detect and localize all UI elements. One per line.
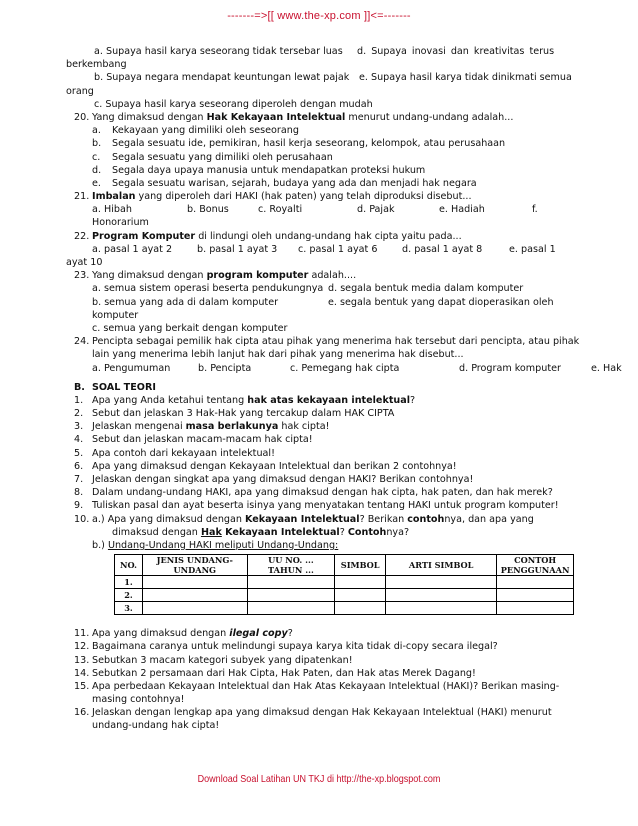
question-20: 20. Yang dimaksud dengan Hak Kekayaan Intelektual menurut undang-undang adalah... [74,111,514,123]
theory-question-6: 6. Apa yang dimaksud dengan Kekayaan Intelektual dan berikan 2 contohnya! [74,460,457,472]
q22-option-a: a. pasal 1 ayat 2 [92,243,173,255]
q24-option-c: c. Pemegang hak cipta [290,362,400,374]
q19-option-a: a. Supaya hasil karya seseorang tidak tersebar luas [94,46,343,57]
q19-option-e: e. Supaya hasil karya tidak dinikmati semua [359,72,572,84]
question-21: 21. Imbalan yang diperoleh dari HAKI (hak paten) yang telah diproduksi disebut... [74,191,472,203]
theory-question-14: 14. Sebutkan 2 persamaan dari Hak Cipta, Hak Paten, dan Hak atas Merek Dagang! [74,667,476,679]
theory-question-5: 5. Apa contoh dari kekayaan intelektual! [74,447,275,459]
theory-question-15: 15. Apa perbedaan Kekayaan Intelektual dan Hak Atas Kekayaan Intelektual (HAKI)? Berikan masing- [74,680,560,692]
q21-option-f-cont: Honorarium [92,217,149,229]
q23-option-e: e. segala bentuk yang dapat dioperasikan oleh [328,296,554,308]
q22-option-e: e. pasal 1 [509,243,556,255]
q24-options [74,362,622,375]
table-header-row [115,555,574,576]
q20-option: d. Segala daya upaya manusia untuk mendapatkan proteksi hukum [92,164,426,176]
q22-option-c: c. pasal 1 ayat 6 [298,243,378,255]
q24-option-d: d. Program komputer [459,362,561,374]
theory-question-9: 9. Tuliskan pasal dan ayat beserta isinya yang menyatakan tentang HAKI untuk program komputer! [74,500,559,512]
q19-option-row-1 [74,45,574,58]
table-header-uu: UU NO. ... TAHUN ... [247,555,335,576]
question-24: 24. Pencipta sebagai pemilik hak cipta atau pihak yang menerima hak tersebut dari pencipta, atau pihak [74,336,580,348]
theory-question-16-line-2: undang-undang hak cipta! [92,720,220,732]
q21-option-b: b. Bonus [187,204,229,216]
page-footer: Download Soal Latihan UN TKJ di http://the-xp.blogspot.com [197,773,441,785]
q24-option-e: e. Hak [591,362,622,374]
theory-question-4: 4. Sebut dan jelaskan macam-macam hak cipta! [74,434,313,446]
question-22: 22. Program Komputer di lindungi oleh undang-undang hak cipta yaitu pada... [74,230,462,242]
table-row: 2. [115,589,574,602]
worksheet-content [66,45,622,733]
page-header: -------=>[[ www.the-xp.com ]]<=------- [227,10,411,22]
q19-option-d-cont: berkembang [66,59,127,71]
table-header-simbol: SIMBOL [335,555,386,576]
q22-option-e-cont: ayat 10 [66,257,103,268]
q23-option-c: c. semua yang berkait dengan komputer [92,322,288,334]
q22-option-b: b. pasal 1 ayat 3 [197,243,278,255]
q21-option-a: a. Hibah [92,204,132,216]
q21-options [74,203,574,216]
table-row: 3. [115,602,574,615]
q21-option-d: d. Pajak [357,204,395,216]
table-header-arti: ARTI SIMBOL [386,555,497,576]
table-header-no: NO. [115,555,143,576]
q21-option-e: e. Hadiah [439,204,485,216]
q24-option-a: a. Pengumuman [92,362,171,374]
q21-option-f: f. [532,204,538,216]
q20-options [74,124,574,190]
q23-option-row-3 [74,322,574,335]
q22-option-d: d. pasal 1 ayat 8 [402,243,483,255]
q23-option-d: d. segala bentuk media dalam komputer [328,283,524,295]
theory-question-12: 12. Bagaimana caranya untuk melindungi supaya karya kita tidak di-copy secara ilegal? [74,641,498,653]
q23-option-e-cont: komputer [92,309,139,321]
question-number: 20. [74,111,90,123]
table-header-contoh: CONTOH PENGGUNAAN [497,555,574,576]
theory-question-11: 11. Apa yang dimaksud dengan ilegal copy? [74,628,293,640]
question-24-line-2: lain yang menerima lebih lanjut hak dari pihak yang menerima hak disebut... [92,349,464,361]
q20-option: b. Segala sesuatu ide, pemikiran, hasil kerja seseorang, kelompok, atau perusahaan [92,138,506,150]
section-b-heading: B. SOAL TEORI [74,381,156,393]
q19-option-d: d. Supaya inovasi dan kreativitas terus [357,46,555,57]
q20-option: a. Kekayaan yang dimiliki oleh seseorang [92,125,299,137]
table-header-jenis: JENIS UNDANG-UNDANG [143,555,248,576]
theory-question-15-line-2: masing contohnya! [92,694,185,706]
theory-question-8: 8. Dalam undang-undang HAKI, apa yang dimaksud dengan hak cipta, hak paten, dan hak merek? [74,487,553,499]
q23-option-b: b. semua yang ada di dalam komputer [92,296,279,308]
q23-option-row-2 [74,296,574,309]
haki-table [114,554,574,615]
q21-option-c: c. Royalti [258,204,303,216]
q23-option-a: a. semua sistem operasi beserta pendukungnya [92,283,324,295]
theory-question-2: 2. Sebut dan jelaskan 3 Hak-Hak yang tercakup dalam HAK CIPTA [74,408,395,420]
q24-option-b: b. Pencipta [198,362,252,374]
table-row: 1. [115,576,574,589]
theory-question-10-line-2: dimaksud dengan Hak Kekayaan Intelektual? Contohnya? [112,526,410,538]
theory-question-10: 10. a.) Apa yang dimaksud dengan Kekayaan Intelektual? Berikan contohnya, dan apa yang [74,513,534,525]
theory-question-7: 7. Jelaskan dengan singkat apa yang dimaksud dengan HAKI? Berikan contohnya! [74,474,474,485]
q22-options [74,243,574,256]
q19-option-c: c. Supaya hasil karya seseorang diperoleh dengan mudah [94,98,373,110]
q23-option-row-1 [74,282,574,295]
q20-option: e. Segala sesuatu warisan, sejarah, budaya yang ada dan menjadi hak negara [92,177,477,189]
q19-option-b: b. Supaya negara mendapat keuntungan lewat pajak [94,72,350,84]
q19-option-row-2 [74,71,574,84]
theory-question-10-b: b.) Undang-Undang HAKI meliputi Undang-Undang: [92,539,339,551]
theory-question-13: 13. Sebutkan 3 macam kategori subyek yang dipatenkan! [74,654,353,666]
question-23: 23. Yang dimaksud dengan program komputer adalah.... [74,270,357,282]
theory-question-1: 1. Apa yang Anda ketahui tentang hak atas kekayaan intelektual? [74,394,416,406]
theory-question-16: 16. Jelaskan dengan lengkap apa yang dimaksud dengan Hak Kekayaan Intelektual (HAKI) menurut [74,707,552,719]
section-title: SOAL TEORI [92,381,156,393]
q19-option-row-3 [74,98,574,111]
q20-option: c. Segala sesuatu yang dimiliki oleh perusahaan [92,151,333,163]
q19-option-e-cont: orang [66,85,94,97]
theory-question-3: 3. Jelaskan mengenai masa berlakunya hak cipta! [74,421,330,433]
